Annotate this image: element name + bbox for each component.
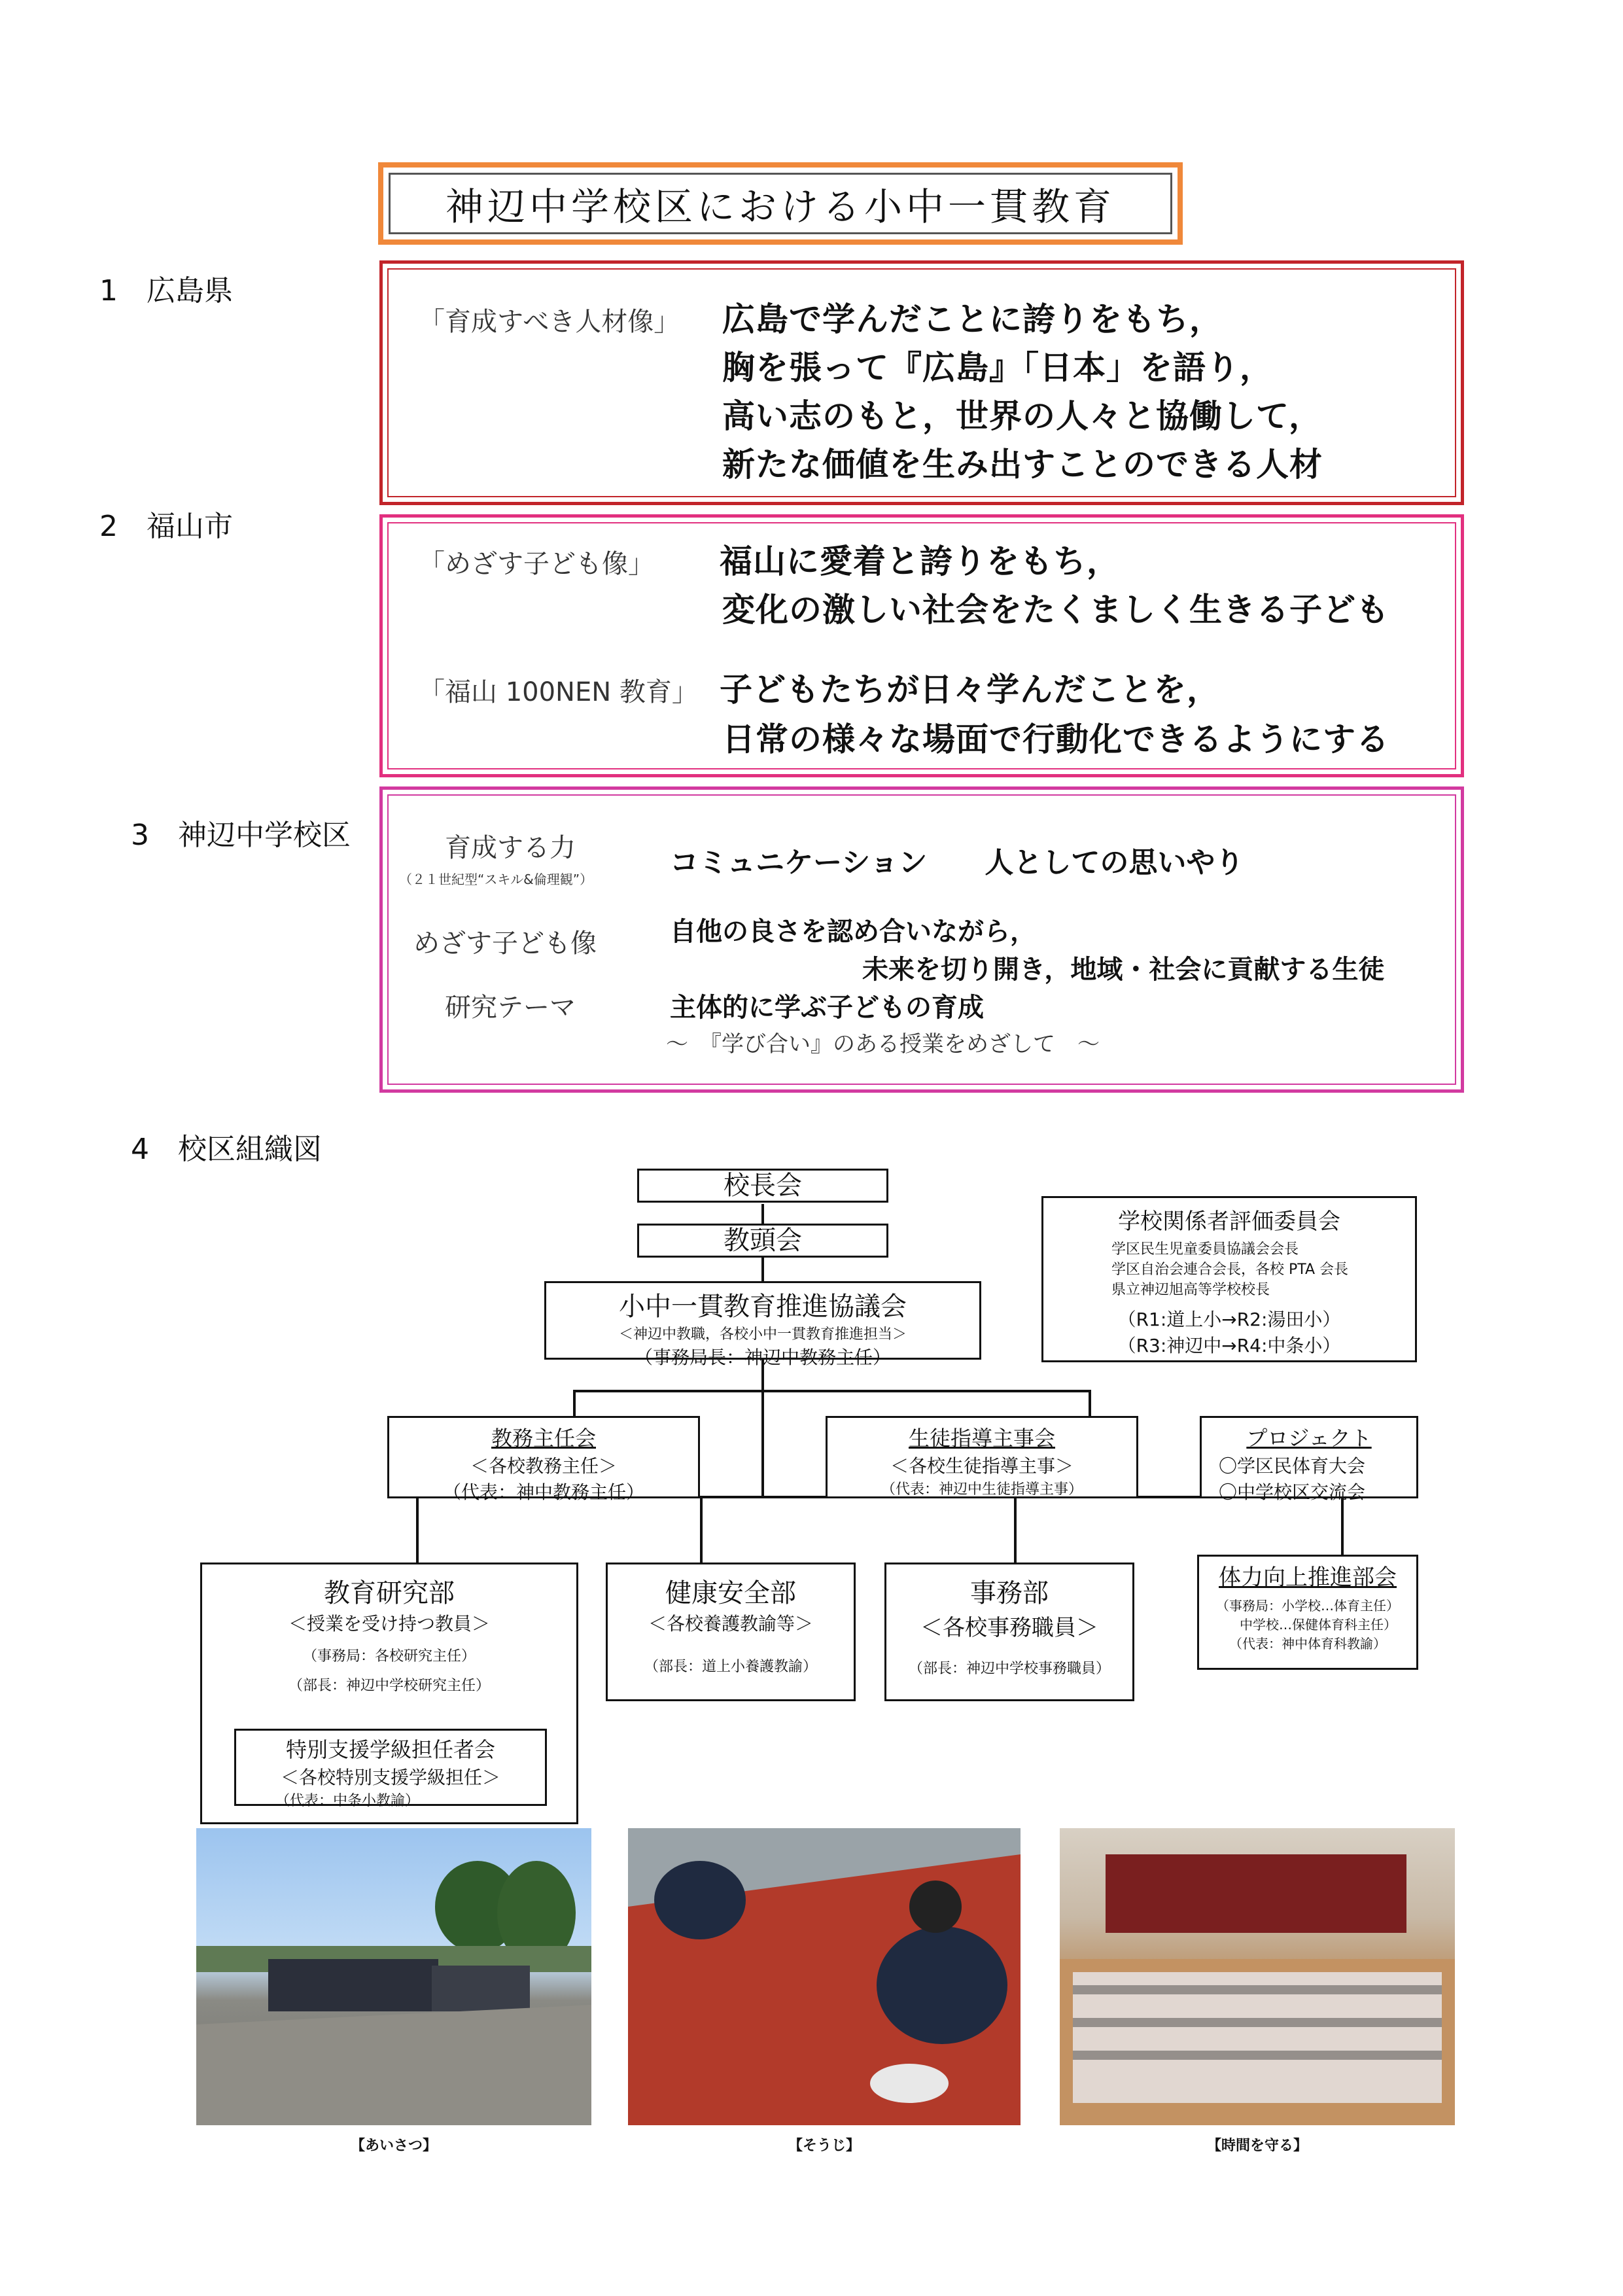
tokubetsu-title: 特別支援学級担任者会 bbox=[285, 1737, 495, 1762]
fukuyama-line-1: 福山に愛着と誇りをもち， bbox=[720, 542, 1120, 580]
council-sub-2: （事務局長：神辺中教務主任） bbox=[634, 1347, 891, 1368]
fukuyama-label-1: 「めざす子ども像」 bbox=[419, 549, 654, 579]
fukuyama-line-2: 変化の激しい社会をたくましく生きる子ども bbox=[722, 591, 1389, 629]
section-4-label: 4 校区組織図 bbox=[131, 1133, 322, 1166]
kannabe-value-3-sub: ～ 『学び合い』のある授業をめざして ～ bbox=[666, 1031, 1100, 1057]
hiroshima-line-3: 高い志のもと，世界の人々と協働して， bbox=[722, 397, 1322, 435]
tokubetsu-rep: （代表：中条小教諭） bbox=[275, 1793, 420, 1809]
kenkyu-title: 教育研究部 bbox=[324, 1578, 455, 1608]
tokubetsu-box bbox=[234, 1729, 547, 1809]
org-upper-left-drop bbox=[573, 1390, 576, 1416]
tairyoku-line-1: （事務局：小学校…体育主任） bbox=[1216, 1598, 1399, 1614]
seito-title: 生徒指導主事会 bbox=[908, 1426, 1055, 1451]
section-2-label: 2 福山市 bbox=[99, 510, 233, 543]
org-drop-kenko bbox=[700, 1496, 703, 1563]
project-title: プロジェクト bbox=[1246, 1426, 1372, 1451]
tairyoku-box bbox=[1197, 1555, 1418, 1670]
tairyoku-line-2: 中学校…保健体育科主任） bbox=[1240, 1617, 1397, 1633]
fukuyama-line-4: 日常の様々な場面で行動化できるようにする bbox=[722, 720, 1389, 758]
council-title: 小中一貫教育推進協議会 bbox=[619, 1292, 907, 1322]
evaluation-title: 学校関係者評価委員会 bbox=[1118, 1209, 1340, 1235]
council-sub-1: ＜神辺中教職，各校小中一貫教育推進担当＞ bbox=[618, 1326, 907, 1343]
jimu-sub: ＜各校事務職員＞ bbox=[920, 1615, 1098, 1641]
photo-caption-greeting: 【あいさつ】 bbox=[350, 2138, 437, 2154]
hiroshima-line-4: 新たな価値を生み出すことのできる人材 bbox=[722, 446, 1323, 484]
section-1-label: 1 広島県 bbox=[99, 274, 233, 308]
kannabe-label-1-note: （２１世紀型“スキル&倫理観”） bbox=[399, 872, 593, 887]
kannabe-label-2: めざす子ども像 bbox=[413, 928, 597, 959]
title-frame bbox=[378, 162, 1183, 245]
org-drop-jimu bbox=[1014, 1496, 1017, 1563]
tairyoku-rep: （代表：神中体育科教諭） bbox=[1229, 1636, 1386, 1651]
kenko-title: 健康安全部 bbox=[665, 1578, 796, 1608]
kannabe-value-2b: 未来を切り開き，地域・社会に貢献する生徒 bbox=[862, 955, 1385, 985]
photo-caption-punctuality: 【時間を守る】 bbox=[1206, 2138, 1308, 2154]
kannabe-label-1: 育成する力 bbox=[445, 833, 576, 863]
photo-punctuality-image bbox=[1060, 1828, 1455, 2125]
kenko-sub: ＜各校養護教諭等＞ bbox=[648, 1613, 813, 1634]
kyomu-sub: ＜各校教務主任＞ bbox=[470, 1455, 617, 1477]
kannabe-label-3: 研究テーマ bbox=[445, 993, 576, 1023]
evaluation-years-1: （R1:道上小→R2:湯田小） bbox=[1117, 1309, 1341, 1330]
org-drop-tairyoku bbox=[1341, 1496, 1344, 1555]
jimu-rep: （部長：神辺中学校事務職員） bbox=[908, 1661, 1110, 1677]
kenkyu-line-1: （事務局：各校研究主任） bbox=[302, 1648, 476, 1665]
org-drop-kenkyu bbox=[416, 1496, 419, 1563]
hiroshima-line-1: 広島で学んだことに誇りをもち， bbox=[722, 300, 1223, 338]
kannabe-value-2a: 自他の良さを認め合いながら， bbox=[670, 917, 1036, 947]
jimu-box bbox=[884, 1563, 1134, 1701]
tairyoku-title: 体力向上推進部会 bbox=[1219, 1564, 1397, 1591]
photo-greeting-image bbox=[196, 1828, 591, 2125]
project-item-1: 〇学区民体育大会 bbox=[1219, 1455, 1366, 1477]
fukuyama-line-3: 子どもたちが日々学んだことを， bbox=[720, 671, 1220, 709]
jimu-title: 事務部 bbox=[970, 1578, 1049, 1608]
hiroshima-label: 「育成すべき人材像」 bbox=[419, 307, 680, 337]
org-upper-right-drop bbox=[1089, 1390, 1091, 1416]
evaluation-box bbox=[1041, 1196, 1417, 1362]
kannabe-value-3: 主体的に学ぶ子どもの育成 bbox=[670, 993, 984, 1023]
council-box bbox=[544, 1281, 981, 1368]
vice-box bbox=[637, 1224, 888, 1258]
kyomu-rep: （代表：神中教務主任） bbox=[442, 1481, 644, 1503]
kannabe-value-1: コミュニケーション 人としての思いやり bbox=[670, 846, 1244, 879]
photo-cleaning-image bbox=[628, 1828, 1021, 2125]
seito-rep: （代表：神辺中生徒指導主事） bbox=[881, 1481, 1083, 1498]
kyomu-box bbox=[387, 1416, 700, 1503]
photo-punctuality bbox=[1060, 1828, 1455, 2125]
photo-greeting bbox=[196, 1828, 591, 2125]
principals-title: 校長会 bbox=[724, 1171, 802, 1201]
kenko-rep: （部長：道上小養護教諭） bbox=[644, 1659, 817, 1675]
principals-box bbox=[637, 1169, 888, 1203]
kenkyu-sub: ＜授業を受け持つ教員＞ bbox=[288, 1613, 490, 1634]
fukuyama-label-2: 「福山 100NEN 教育」 bbox=[419, 677, 698, 707]
kenkyu-line-2: （部長：神辺中学校研究主任） bbox=[288, 1678, 490, 1694]
org-upper-branch-line bbox=[573, 1390, 1091, 1392]
hiroshima-line-2: 胸を張って『広島』「日本」を語り， bbox=[722, 349, 1273, 387]
kyomu-title: 教務主任会 bbox=[491, 1426, 596, 1451]
seito-sub: ＜各校生徒指導主事＞ bbox=[890, 1455, 1073, 1477]
kenko-box bbox=[606, 1563, 856, 1701]
section-3-label: 3 神辺中学校区 bbox=[131, 819, 351, 852]
photo-cleaning bbox=[628, 1828, 1021, 2125]
evaluation-line-1: 学区民生児童委員協議会会長 bbox=[1111, 1241, 1299, 1258]
photo-caption-cleaning: 【そうじ】 bbox=[788, 2138, 860, 2154]
tokubetsu-sub: ＜各校特別支援学級担任＞ bbox=[280, 1767, 500, 1788]
evaluation-line-2: 学区自治会連合会長，各校 PTA 会長 bbox=[1111, 1262, 1349, 1278]
seito-box bbox=[826, 1416, 1138, 1498]
evaluation-years-2: （R3:神辺中→R4:中条小） bbox=[1117, 1335, 1341, 1356]
page-title: 神辺中学校区における小中一貫教育 bbox=[389, 173, 1172, 234]
project-box bbox=[1200, 1416, 1418, 1503]
evaluation-line-3: 県立神辺旭高等学校校長 bbox=[1111, 1282, 1270, 1298]
vice-title: 教頭会 bbox=[724, 1226, 802, 1256]
project-item-2: 〇中学校区交流会 bbox=[1219, 1481, 1366, 1503]
